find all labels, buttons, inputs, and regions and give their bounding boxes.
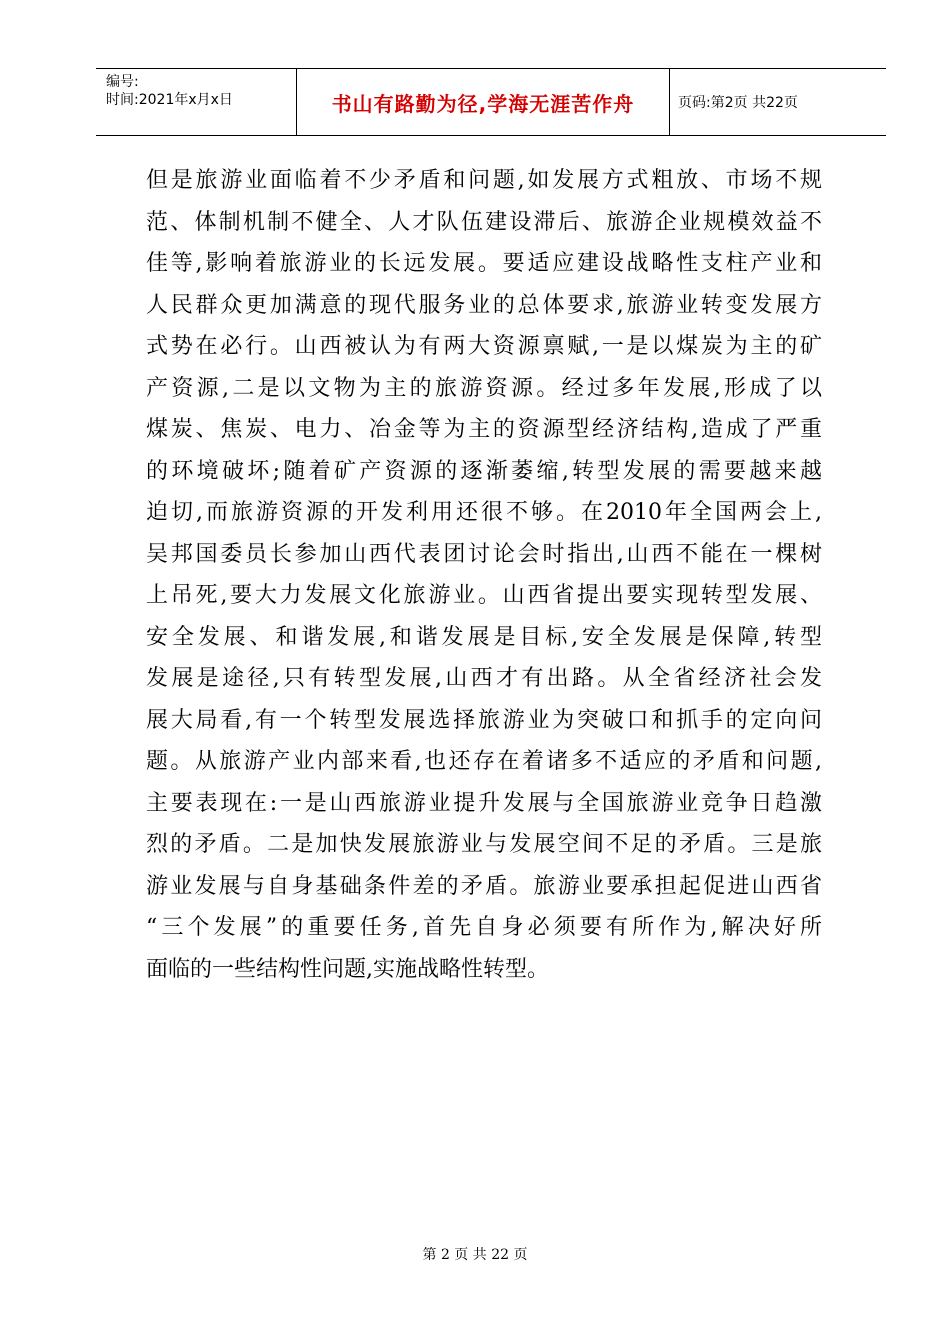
body-line: 式势在必行。山西被认为有两大资源禀赋,一是以煤炭为主的矿: [146, 334, 822, 359]
page-header: [96, 68, 886, 136]
body-line: 但是旅游业面临着不少矛盾和问题,如发展方式粗放、市场不规: [146, 168, 822, 193]
body-line: 发展是途径,只有转型发展,山西才有出路。从全省经济社会发: [146, 666, 822, 691]
body-line: 煤炭、焦炭、电力、冶金等为主的资源型经济结构,造成了严重: [146, 417, 822, 442]
body-line: 游业发展与自身基础条件差的矛盾。旅游业要承担起促进山西省: [146, 873, 822, 899]
page-footer: 第 2 页 共 22 页: [422, 1247, 528, 1263]
header-meta: [96, 69, 297, 135]
serial-label: 编号:: [106, 74, 139, 90]
body-line: 展大局看,有一个转型发展选择旅游业为突破口和抓手的定向问: [146, 707, 822, 733]
body-line: 范、体制机制不健全、人才队伍建设滞后、旅游企业规模效益不: [146, 209, 822, 235]
time-label: 时间:2021年x月x日: [106, 92, 233, 108]
body-line: 主要表现在:一是山西旅游业提升发展与全国旅游业竞争日趋激: [146, 790, 822, 816]
body-line: 烈的矛盾。二是加快发展旅游业与发展空间不足的矛盾。三是旅: [146, 832, 822, 857]
body-line: 的环境破坏;随着矿产资源的逐渐萎缩,转型发展的需要越来越: [146, 458, 822, 484]
body-line: 人民群众更加满意的现代服务业的总体要求,旅游业转变发展方: [146, 292, 822, 318]
header-motto: 书山有路勤为径,学海无涯苦作舟: [297, 69, 670, 135]
body-line: 产资源,二是以文物为主的旅游资源。经过多年发展,形成了以: [146, 375, 822, 401]
body-line: 安全发展、和谐发展,和谐发展是目标,安全发展是保障,转型: [146, 624, 822, 650]
body-line: 面临的一些结构性问题,实施战略性转型。: [146, 956, 549, 982]
body-line: 吴邦国委员长参加山西代表团讨论会时指出,山西不能在一棵树: [146, 541, 822, 567]
body-line: 佳等,影响着旅游业的长远发展。要适应建设战略性支柱产业和: [146, 251, 822, 276]
body-line: 上吊死,要大力发展文化旅游业。山西省提出要实现转型发展、: [146, 583, 822, 608]
header-page-info: 页码:第2页 共22页: [678, 95, 798, 111]
document-body: [146, 160, 822, 990]
body-line: 迫切,而旅游资源的开发利用还很不够。在2010年全国两会上,: [146, 500, 822, 525]
body-line: 题。从旅游产业内部来看,也还存在着诸多不适应的矛盾和问题,: [146, 749, 822, 774]
body-line: “三个发展”的重要任务,首先自身必须要有所作为,解决好所: [146, 915, 822, 940]
